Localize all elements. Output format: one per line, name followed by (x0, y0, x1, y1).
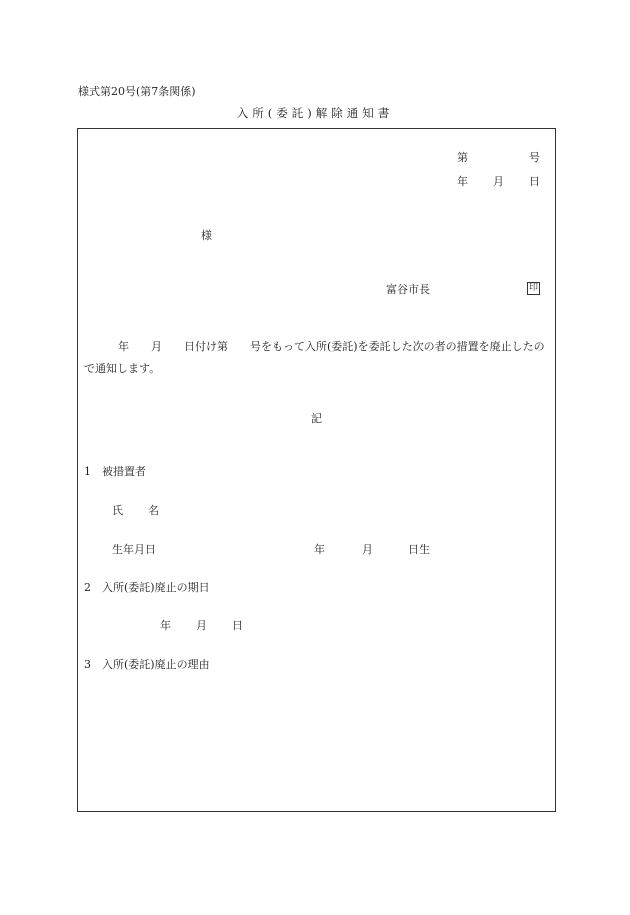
item1-name-label-1: 氏 (112, 504, 123, 517)
doc-number-dai: 第 (457, 151, 468, 164)
item2-heading: 2 入所(委託)廃止の期日 (84, 581, 210, 594)
seal-mark: 印 (528, 283, 538, 293)
doc-number-go: 号 (529, 151, 540, 164)
item2-day: 日 (232, 619, 243, 632)
item1-dob-label: 生年月日 (112, 543, 156, 556)
doc-date-year: 年 (457, 175, 468, 188)
item3-heading: 3 入所(委託)廃止の理由 (84, 658, 210, 671)
document-title: 入所(委託)解除通知書 (236, 106, 394, 120)
ki-heading: 記 (311, 412, 322, 425)
form-frame (77, 128, 556, 812)
form-label: 様式第20号(第7条関係) (78, 85, 196, 98)
item1-dob-month: 月 (362, 543, 373, 556)
item1-heading: 1 被措置者 (84, 465, 146, 478)
item1-dob-day: 日生 (408, 543, 430, 556)
addressee-honorific: 様 (201, 229, 212, 242)
notice-body-text: 年 月 日付け第 号をもって入所(委託)を委託した次の者の措置を廃止したので通知します。 (84, 340, 545, 375)
item2-month: 月 (196, 619, 207, 632)
item2-year: 年 (160, 619, 171, 632)
doc-date-day: 日 (529, 175, 540, 188)
sender-name: 富谷市長 (386, 283, 430, 296)
doc-date-month: 月 (493, 175, 504, 188)
item1-dob-year: 年 (314, 543, 325, 556)
item1-name-label-2: 名 (148, 504, 159, 517)
